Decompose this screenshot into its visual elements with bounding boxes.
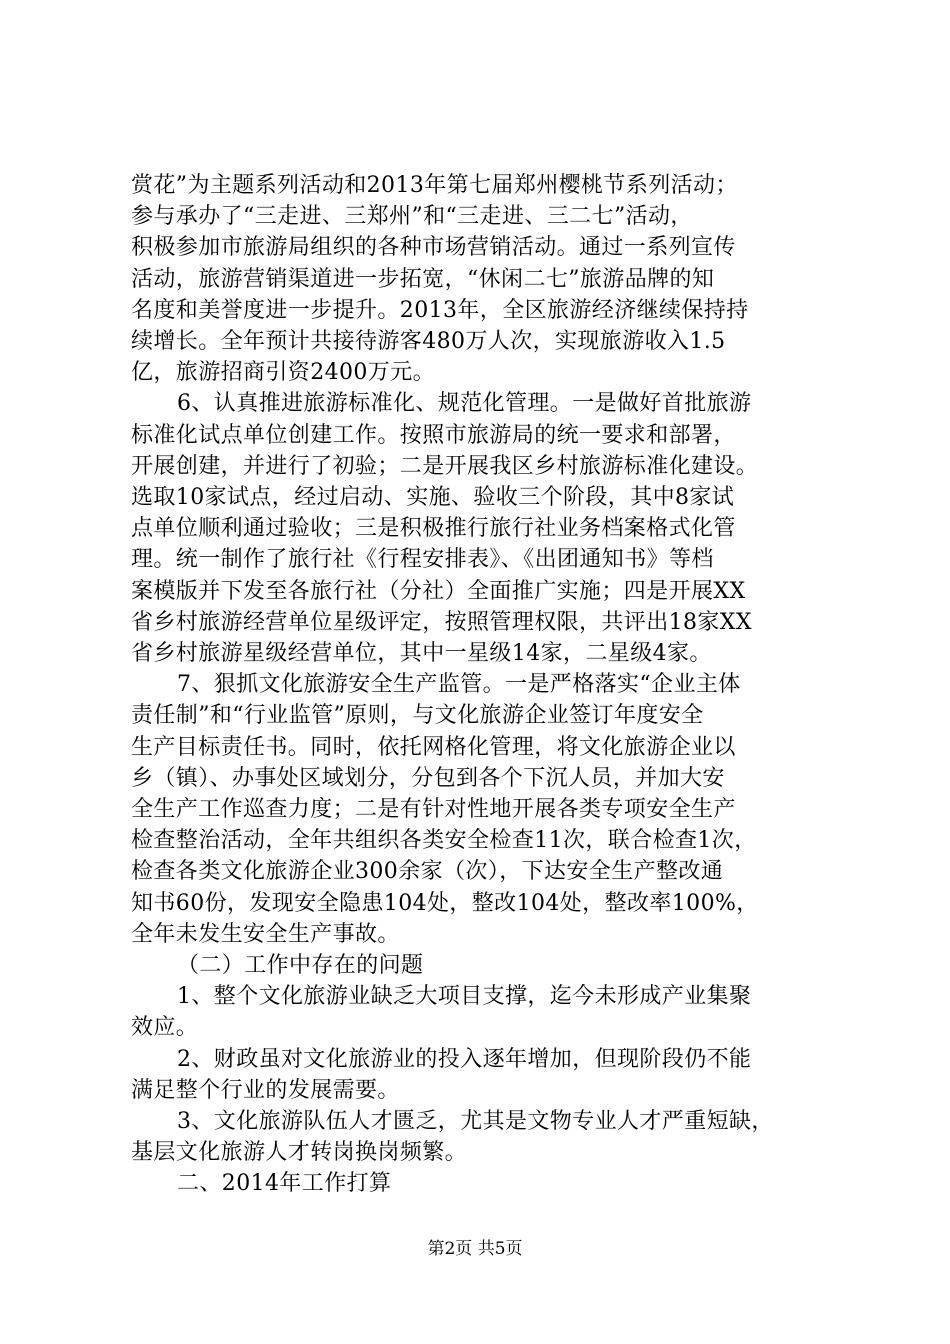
text-line: 点单位顺利通过验收；三是积极推行旅行社业务档案格式化管 (131, 516, 736, 542)
paragraph-start-line: 7、狠抓文化旅游安全生产监管。一是严格落实“企业主体 (177, 672, 741, 698)
section-heading: 二、2014年工作打算 (177, 1171, 392, 1197)
text-line: 检查整治活动，全年共组织各类安全检查11次，联合检查1次， (131, 828, 757, 854)
text-line: 案模版并下发至各旅行社（分社）全面推广实施；四是开展XX (131, 578, 746, 604)
text-line: 续增长。全年预计共接待游客480万人次，实现旅游收入1.5 (131, 329, 726, 354)
paragraph-start-line: 6、认真推进旅游标准化、规范化管理。一是做好首批旅游 (177, 391, 752, 417)
text-line: 理。统一制作了旅行社《行程安排表》、《出团通知书》等档 (131, 547, 714, 573)
text-line: 生产目标责任书。同时，依托网格化管理，将文化旅游企业以 (131, 734, 736, 760)
text-line: 积极参加市旅游局组织的各种市场营销活动。通过一系列宣传 (131, 235, 736, 261)
paragraph-start-line: 2、财政虽对文化旅游业的投入逐年增加，但现阶段仍不能 (177, 1046, 752, 1072)
text-line: 乡（镇）、办事处区域划分，分包到各个下沉人员，并加大安 (131, 765, 725, 791)
text-line: 全年未发生安全生产事故。 (131, 921, 400, 947)
text-line: 亿，旅游招商引资2400万元。 (131, 360, 435, 386)
paragraph-start-line: 3、文化旅游队伍人才匮乏，尤其是文物专业人才严重短缺， (177, 1109, 774, 1134)
text-line: 全生产工作巡查力度；二是有针对性地开展各类专项安全生产 (131, 797, 736, 822)
text-line: 满足整个行业的发展需要。 (131, 1077, 400, 1103)
text-line: 选取10家试点，经过启动、实施、验收三个阶段，其中8家试 (131, 485, 735, 510)
text-line: 效应。 (131, 1015, 199, 1041)
page-footer: 第2页 共5页 (427, 1239, 523, 1259)
text-line: 检查各类文化旅游企业300余家（次），下达安全生产整改通 (131, 859, 724, 885)
section-heading: （二）工作中存在的问题 (177, 953, 424, 978)
text-line: 基层文化旅游人才转岗换岗频繁。 (131, 1140, 468, 1166)
paragraph-start-line: 1、整个文化旅游业缺乏大项目支撑，迄今未形成产业集聚 (177, 984, 752, 1010)
text-line: 省乡村旅游经营单位星级评定，按照管理权限，共评出18家XX (131, 609, 752, 635)
text-line: 参与承办了“三走进、三郑州”和“三走进、三二七”活动， (131, 204, 693, 230)
text-line: 开展创建，并进行了初验；二是开展我区乡村旅游标准化建设。 (131, 453, 759, 479)
text-line: 知书60份，发现安全隐患104处，整改104处，整改率100%， (131, 890, 759, 916)
text-line: 省乡村旅游星级经营单位，其中一星级14家，二星级4家。 (131, 641, 712, 666)
text-line: 名度和美誉度进一步提升。2013年，全区旅游经济继续保持持 (131, 297, 749, 323)
text-line: 责任制”和“行业监管”原则，与文化旅游企业签订年度安全 (131, 703, 704, 729)
text-line: 赏花”为主题系列活动和2013年第七届郑州樱桃节系列活动； (131, 173, 738, 198)
text-line: 活动，旅游营销渠道进一步拓宽，“休闲二七”旅游品牌的知 (131, 266, 715, 292)
text-line: 标准化试点单位创建工作。按照市旅游局的统一要求和部署， (131, 422, 736, 448)
